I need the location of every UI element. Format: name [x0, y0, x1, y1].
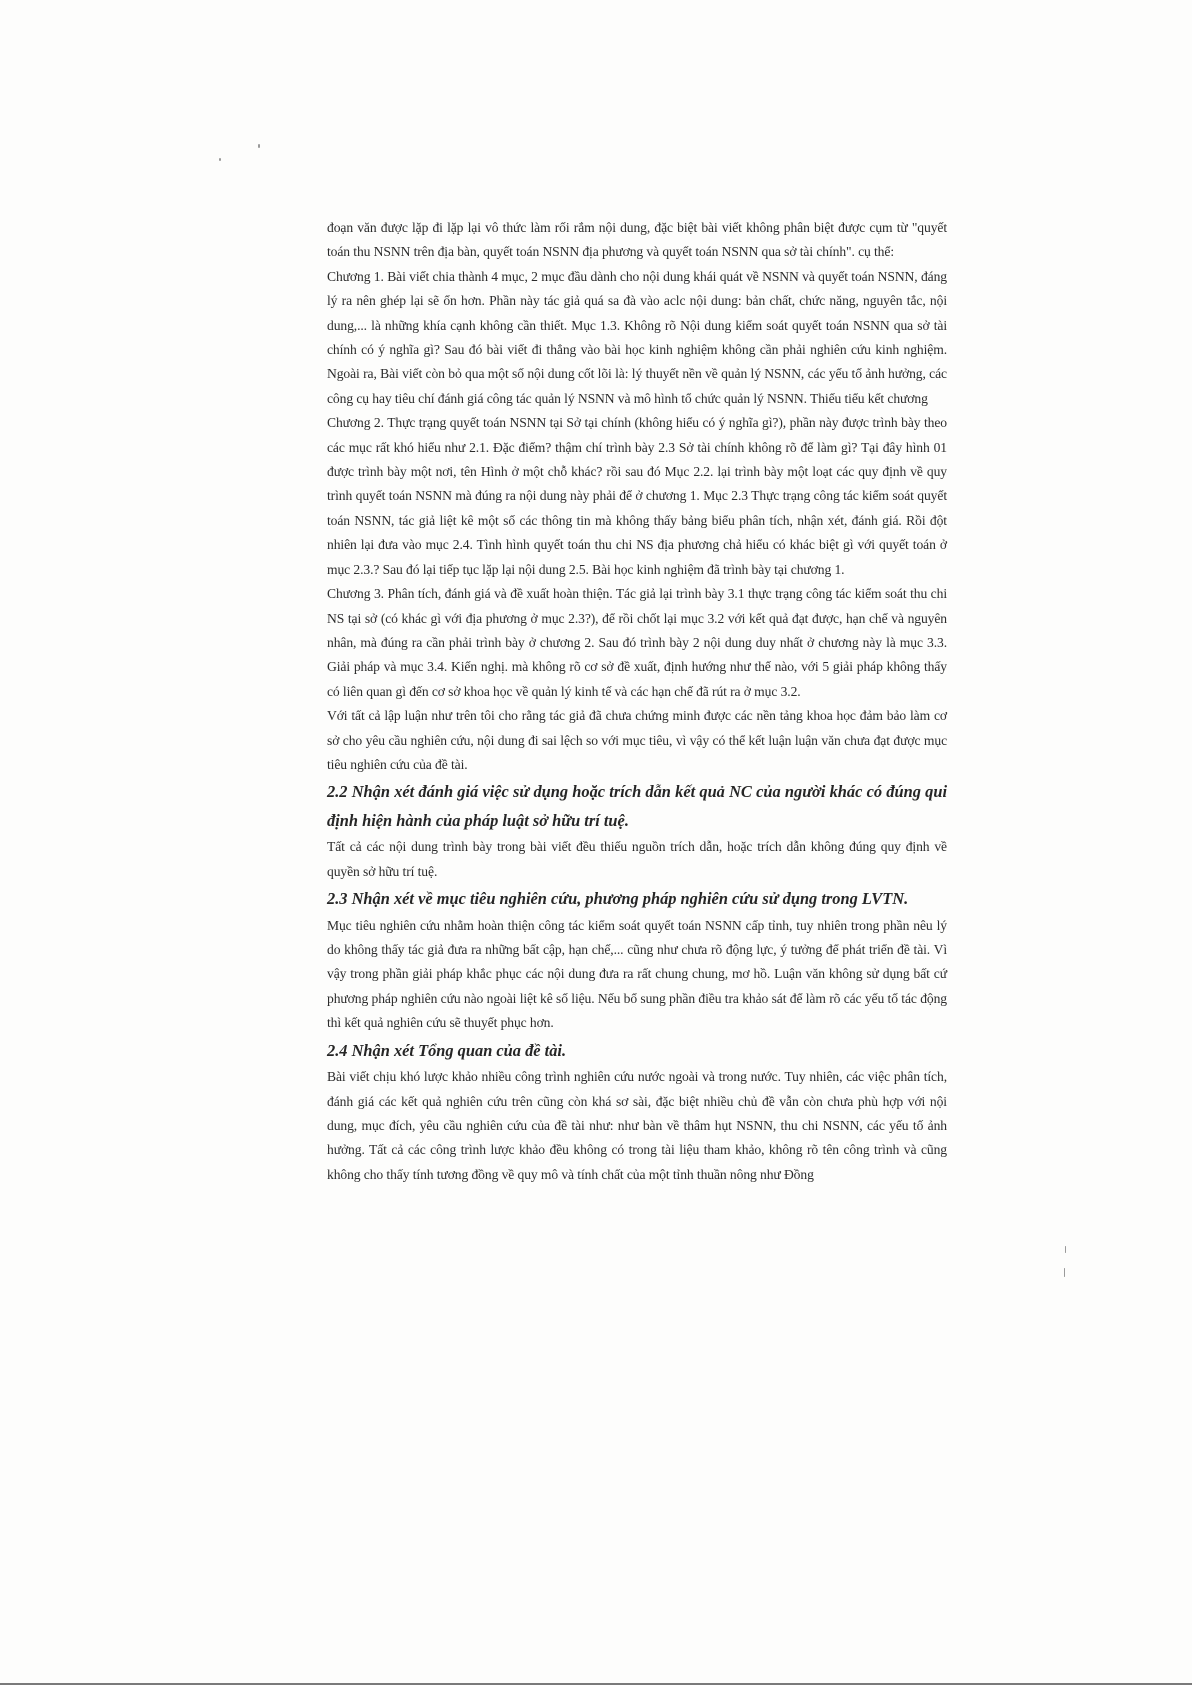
scan-speck-mark [1065, 1246, 1066, 1253]
body-paragraph: Chương 2. Thực trạng quyết toán NSNN tại Sở tại chính (không hiểu có ý nghĩa gì?), phần này được trình bày theo các mục rất khó hiểu như 2.1. Đặc điểm? thậm chí trình bày 2.3 Sở tài chính không rõ để làm gì? Tại đây hình 01 được trình bày một nơi, tên Hình ở một chỗ khác? rồi sau đó Mục 2.2. lại trình bày một loạt các quy định về quy trình quyết toán NSNN mà đúng ra nội dung này phải để ở chương 1. Mục 2.3 Thực trạng công tác kiểm soát quyết toán NSNN, tác giả liệt kê một số các thông tin mà không thấy bảng biểu phân tích, nhận xét, đánh giá. Rồi đột nhiên lại đưa vào mục 2.4. Tình hình quyết toán thu chi NS địa phương chả hiểu có khác biệt gì với quyết toán ở mục 2.3.? Sau đó lại tiếp tục lặp lại nội dung 2.5. Bài học kinh nghiệm đã trình bày tại chương 1. [327, 415, 947, 577]
section-heading: 2.4 Nhận xét Tổng quan của đề tài. [327, 1040, 567, 1060]
body-paragraph: Mục tiêu nghiên cứu nhằm hoàn thiện công tác kiểm soát quyết toán NSNN cấp tỉnh, tuy nhiên trong phần nêu lý do không thấy tác giả đưa ra những bất cập, hạn chế,... cũng như chưa rõ động lực, ý tưởng để phát triển đề tài. Vì vậy trong phần giải pháp khắc phục các nội dung đưa ra rất chung chung, mơ hồ. Luận văn không sử dụng bất cứ phương pháp nghiên cứu nào ngoài liệt kê số liệu. Nếu bổ sung phần điều tra khảo sát để làm rõ các yếu tố tác động thì kết quả nghiên cứu sẽ thuyết phục hơn. [327, 917, 947, 1031]
scan-speck-mark [258, 144, 260, 148]
document-body [327, 216, 947, 1187]
body-paragraph: Bài viết chịu khó lược khảo nhiều công trình nghiên cứu nước ngoài và trong nước. Tuy nhiên, các việc phân tích, đánh giá các kết quả nghiên cứu trên cũng còn khá sơ sài, đặc biệt nhiều chủ đề vẫn còn chưa phù hợp với nội dung, mục đích, yêu cầu nghiên cứu của đề tài như: như bàn về thâm hụt NSNN, thu chi NSNN, các yếu tố ảnh hưởng. Tất cả các công trình lược khảo đều không có trong tài liệu tham khảo, không rõ tên công trình và cũng không cho thấy tính tương đồng về quy mô và tính chất của một tỉnh thuần nông như Đồng [327, 1069, 947, 1182]
body-paragraph: Tất cả các nội dung trình bày trong bài viết đều thiếu nguồn trích dẫn, hoặc trích dẫn không đúng quy định về quyền sở hữu trí tuệ. [327, 839, 947, 879]
body-paragraph: Chương 3. Phân tích, đánh giá và đề xuất hoàn thiện. Tác giả lại trình bày 3.1 thực trạng công tác kiểm soát thu chi NS tại sở (có khác gì với địa phương ở mục 2.3?), để rồi chốt lại mục 3.2 với kết quả đạt được, hạn chế và nguyên nhân, mà đúng ra cần phải trình bày ở chương 2. Sau đó trình bày 2 nội dung duy nhất ở chương này là mục 3.3. Giải pháp và mục 3.4. Kiến nghị. mà không rõ cơ sở đề xuất, định hướng như thế nào, với 5 giải pháp không thấy có liên quan gì đến cơ sở khoa học về quản lý kinh tế và các hạn chế đã rút ra ở mục 3.2. [327, 586, 947, 699]
section-heading: 2.2 Nhận xét đánh giá việc sử dụng hoặc trích dẫn kết quả NC của người khác có đúng qui định hiện hành của pháp luật sở hữu trí tuệ. [327, 782, 947, 830]
scan-speck-mark [1064, 1268, 1065, 1277]
scan-speck-mark [219, 158, 221, 161]
section-heading: 2.3 Nhận xét về mục tiêu nghiên cứu, phương pháp nghiên cứu sử dụng trong LVTN. [327, 889, 909, 909]
body-paragraph: Chương 1. Bài viết chia thành 4 mục, 2 mục đầu dành cho nội dung khái quát về NSNN và quyết toán NSNN, đáng lý ra nên ghép lại sẽ ổn hơn. Phần này tác giả quá sa đà vào aclc nội dung: bản chất, chức năng, nguyên tắc, nội dung,... là những khía cạnh không cần thiết. Mục 1.3. Không rõ Nội dung kiểm soát quyết toán NSNN qua sở tài chính có ý nghĩa gì? Sau đó bài viết đi thẳng vào bài học kinh nghiệm không cần phải nghiên cứu kinh nghiệm. Ngoài ra, Bài viết còn bỏ qua một số nội dung cốt lõi là: lý thuyết nền về quản lý NSNN, các yếu tố ảnh hưởng, các công cụ hay tiêu chí đánh giá công tác quản lý NSNN và mô hình tổ chức quản lý NSNN. Thiếu tiểu kết chương [327, 268, 947, 406]
body-paragraph: Với tất cả lập luận như trên tôi cho rằng tác giả đã chưa chứng minh được các nền tảng khoa học đảm bảo làm cơ sở cho yêu cầu nghiên cứu, nội dung đi sai lệch so với mục tiêu, vì vậy có thể kết luận luận văn chưa đạt được mục tiêu nghiên cứu của đề tài. [327, 708, 947, 772]
body-paragraph: đoạn văn được lặp đi lặp lại vô thức làm rối rắm nội dung, đặc biệt bài viết không phân biệt được cụm từ "quyết toán thu NSNN trên địa bàn, quyết toán NSNN địa phương và quyết toán NSNN qua sở tài chính". cụ thể: [327, 220, 947, 260]
